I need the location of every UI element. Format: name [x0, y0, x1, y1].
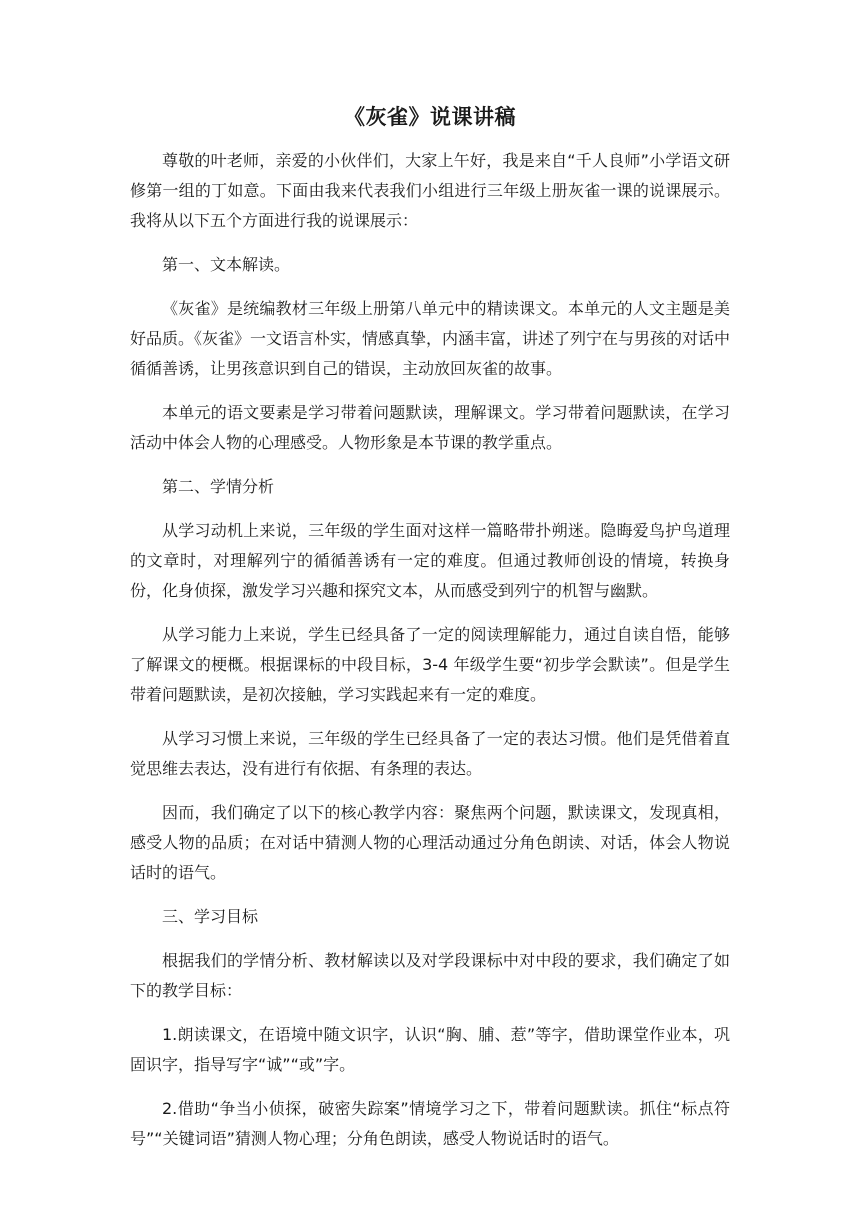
section-heading-learning-goals: 三、学习目标	[162, 907, 259, 926]
document-body	[130, 146, 730, 1168]
document-title: 《灰雀》说课讲稿	[344, 105, 516, 129]
paragraph-goal-1: 1.朗读课文，在语境中随文识字，认识“胸、脯、惹”等字，借助课堂作业本，巩固识字，指导写字“诚”“或”字。	[130, 1025, 730, 1074]
section-heading-text-reading: 第一、文本解读。	[162, 255, 291, 274]
paragraph-learning-ability: 从学习能力上来说，学生已经具备了一定的阅读理解能力，通过自读自悟，能够了解课文的梗概。根据课标的中段目标，3-4 年级学生要“初步学会默读”。但是学生带着问题默读，是初次接触，学习实践起来有一定的难度。	[130, 625, 730, 704]
paragraph-greeting: 尊敬的叶老师，亲爱的小伙伴们，大家上午好，我是来自“千人良师”小学语文研修第一组的丁如意。下面由我来代表我们小组进行三年级上册灰雀一课的说课展示。我将从以下五个方面进行我的说课展示：	[130, 151, 730, 230]
paragraph-goals-intro: 根据我们的学情分析、教材解读以及对学段课标中对中段的要求，我们确定了如下的教学目标：	[130, 951, 730, 1000]
paragraph-learning-motivation: 从学习动机上来说，三年级的学生面对这样一篇略带扑朔迷。隐晦爱鸟护鸟道理的文章时，对理解列宁的循循善诱有一定的难度。但通过教师创设的情境，转换身份，化身侦探，激发学习兴趣和探究文本，从而感受到列宁的机智与幽默。	[130, 521, 730, 600]
section-heading-student-analysis: 第二、学情分析	[162, 477, 275, 496]
paragraph-goal-2: 2.借助“争当小侦探，破密失踪案”情境学习之下，带着问题默读。抓住“标点符号”“关键词语”猜测人物心理；分角色朗读，感受人物说话时的语气。	[130, 1099, 730, 1148]
paragraph-unit-elements: 本单元的语文要素是学习带着问题默读，理解课文。学习带着问题默读，在学习活动中体会人物的心理感受。人物形象是本节课的教学重点。	[130, 403, 730, 452]
paragraph-learning-habits: 从学习习惯上来说，三年级的学生已经具备了一定的表达习惯。他们是凭借着直觉思维去表达，没有进行有依据、有条理的表达。	[130, 729, 730, 778]
paragraph-core-content: 因而，我们确定了以下的核心教学内容：聚焦两个问题，默读课文，发现真相，感受人物的品质；在对话中猜测人物的心理活动通过分角色朗读、对话，体会人物说话时的语气。	[130, 803, 730, 882]
paragraph-text-intro: 《灰雀》是统编教材三年级上册第八单元中的精读课文。本单元的人文主题是美好品质。《灰雀》一文语言朴实，情感真挚，内涵丰富，讲述了列宁在与男孩的对话中循循善诱，让男孩意识到自己的错误，主动放回灰雀的故事。	[130, 299, 731, 378]
